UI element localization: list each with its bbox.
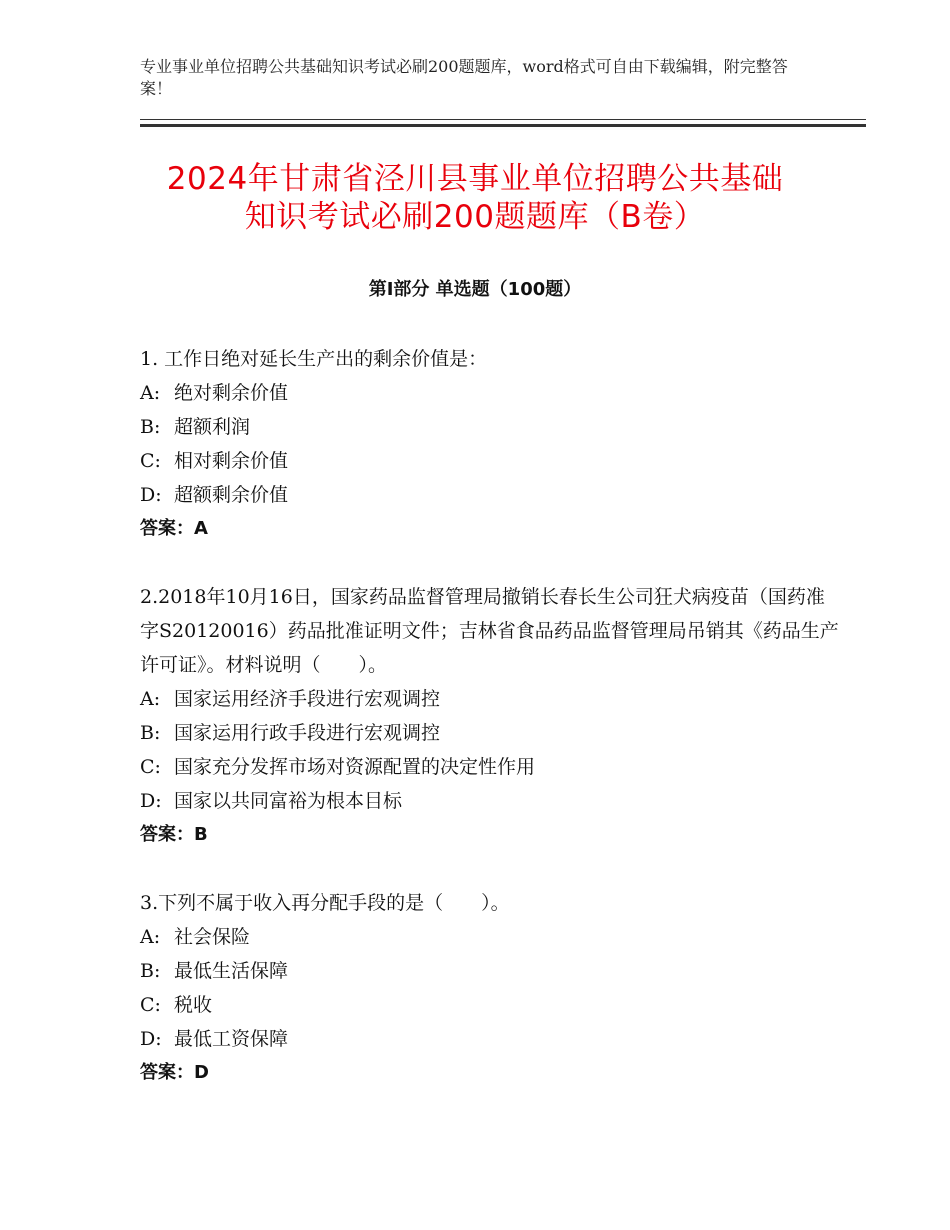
option-a	[140, 376, 840, 410]
option-text: 超额剩余价值	[174, 484, 289, 506]
option-letter: D:	[140, 790, 162, 812]
question-3	[140, 886, 840, 1090]
option-b	[140, 410, 840, 444]
option-letter: A:	[140, 688, 161, 710]
option-d	[140, 1022, 840, 1056]
option-d	[140, 784, 840, 818]
document-title-line-2: 知识考试必刷200题题库（B卷）	[244, 199, 706, 235]
option-c	[140, 988, 840, 1022]
option-text: 绝对剩余价值	[174, 382, 289, 404]
option-letter: D:	[140, 1028, 162, 1050]
question-stem: 2.2018年10月16日，国家药品监督管理局撤销长春长生公司狂犬病疫苗（国药准字S20120016）药品批准证明文件；吉林省食品药品监督管理局吊销其《药品生产许可证》。材料说明（ ）。	[140, 586, 839, 676]
option-b	[140, 954, 840, 988]
header-note: 专业事业单位招聘公共基础知识考试必刷200题题库，word格式可自由下载编辑，附完整答案！	[140, 57, 788, 98]
option-text: 国家运用行政手段进行宏观调控	[174, 722, 441, 744]
option-d	[140, 478, 840, 512]
header-divider-thick	[140, 124, 866, 127]
option-letter: A:	[140, 382, 161, 404]
option-text: 国家运用经济手段进行宏观调控	[174, 688, 441, 710]
document-title	[110, 160, 840, 236]
question-2	[140, 580, 840, 852]
option-c	[140, 444, 840, 478]
option-text: 相对剩余价值	[174, 450, 289, 472]
option-a	[140, 920, 840, 954]
option-text: 国家充分发挥市场对资源配置的决定性作用	[174, 756, 536, 778]
option-text: 最低生活保障	[174, 960, 289, 982]
option-letter: C:	[140, 994, 161, 1016]
option-b	[140, 716, 840, 750]
option-text: 税收	[174, 994, 213, 1016]
option-a	[140, 682, 840, 716]
answer-label: 答案：B	[140, 824, 208, 845]
answer-label: 答案：A	[140, 518, 208, 539]
document-title-line-1: 2024年甘肃省泾川县事业单位招聘公共基础	[166, 161, 784, 197]
option-letter: B:	[140, 960, 161, 982]
option-text: 国家以共同富裕为根本目标	[174, 790, 403, 812]
option-letter: A:	[140, 926, 161, 948]
question-stem: 1. 工作日绝对延长生产出的剩余价值是：	[140, 348, 488, 370]
header-divider-thin	[140, 119, 866, 120]
option-letter: C:	[140, 450, 161, 472]
option-letter: D:	[140, 484, 162, 506]
question-1	[140, 342, 840, 546]
answer-label: 答案：D	[140, 1062, 209, 1083]
option-c	[140, 750, 840, 784]
option-letter: B:	[140, 722, 161, 744]
option-letter: C:	[140, 756, 161, 778]
option-text: 社会保险	[174, 926, 251, 948]
section-title: 第Ⅰ部分 单选题（100题）	[368, 279, 582, 300]
option-text: 超额利润	[174, 416, 251, 438]
option-letter: B:	[140, 416, 161, 438]
question-stem: 3.下列不属于收入再分配手段的是（ ）。	[140, 892, 510, 914]
option-text: 最低工资保障	[174, 1028, 289, 1050]
